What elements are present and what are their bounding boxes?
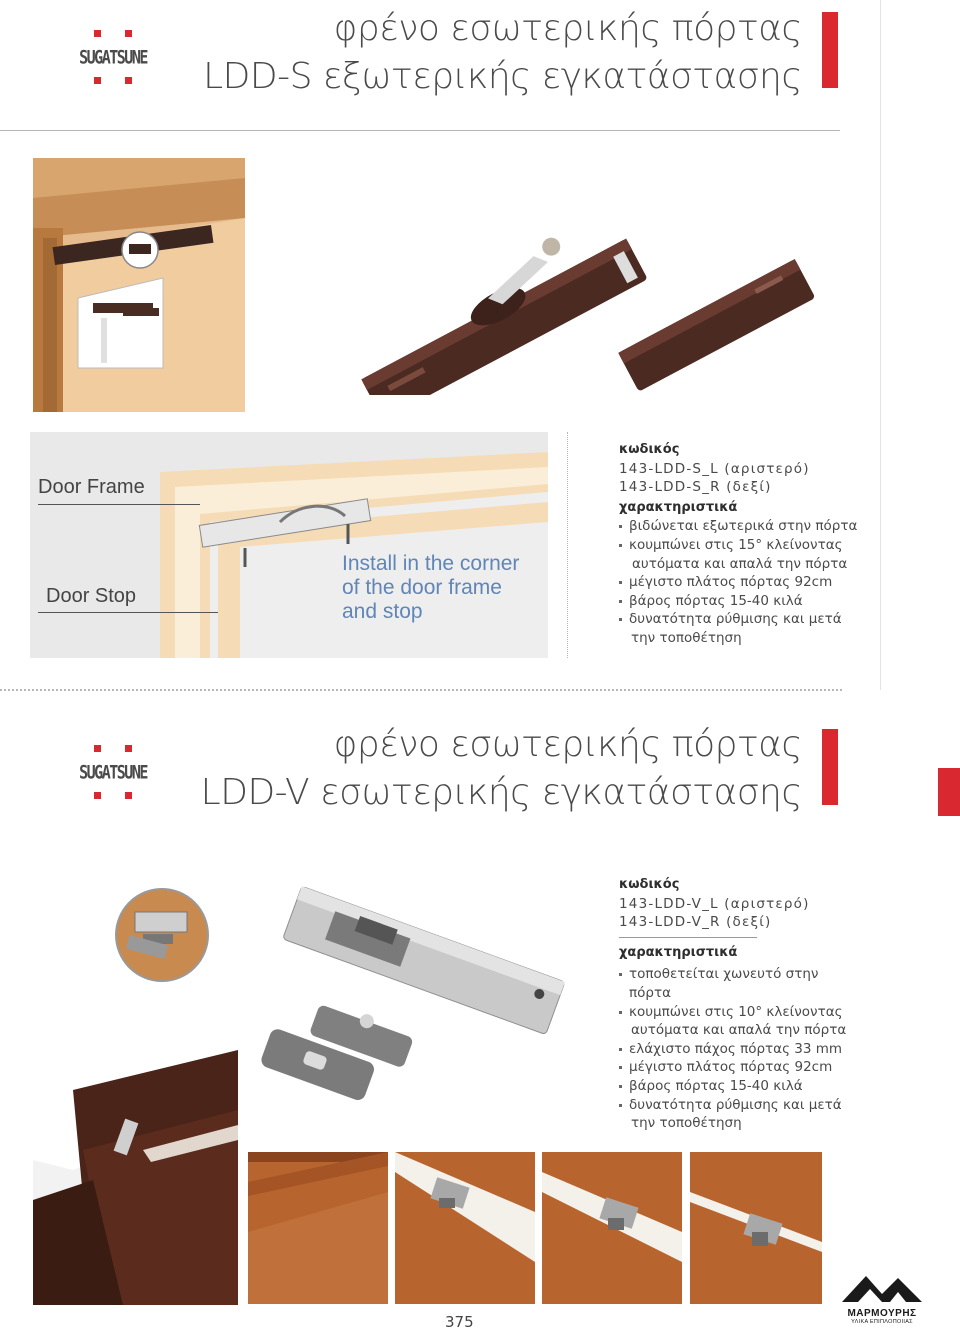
ldd-v-door-photo-main bbox=[33, 1050, 238, 1305]
list-item: αυτόματα και απαλά την πόρτα bbox=[631, 1022, 847, 1039]
list-item: βάρος πόρτας 15-40 κιλά bbox=[619, 1077, 859, 1096]
logo-square bbox=[94, 792, 101, 799]
section2-features bbox=[619, 965, 859, 1132]
logo-icon bbox=[94, 30, 101, 37]
label-door-frame: Door Frame bbox=[38, 476, 145, 498]
list-item: την τοποθέτηση bbox=[631, 1115, 742, 1132]
brand-logo bbox=[73, 28, 153, 88]
list-item: βάρος πόρτας 15-40 κιλά bbox=[619, 592, 859, 611]
install-line1: Install in the corner bbox=[342, 552, 520, 575]
ldd-s-product-photo bbox=[320, 170, 820, 395]
company-name: ΜΑΡΜΟΥΡΗΣ bbox=[847, 1308, 917, 1319]
company-logo-mark bbox=[840, 1272, 924, 1304]
logo-square bbox=[125, 745, 132, 752]
list-item: δυνατότητα ρύθμισης και μετά bbox=[619, 1096, 859, 1115]
section1-code-label: κωδικός bbox=[619, 442, 680, 457]
ldd-v-sequence-photo-1 bbox=[248, 1152, 388, 1304]
section1-red-bar bbox=[822, 12, 838, 88]
section1-divider bbox=[0, 130, 840, 131]
install-line2: of the door frame bbox=[342, 576, 502, 599]
ldd-v-detail-circle bbox=[115, 888, 209, 982]
section1-title-line1: φρένο εσωτερικής πόρτας bbox=[333, 8, 802, 49]
ldd-s-door-photo bbox=[33, 158, 245, 412]
ldd-v-sequence-photo-3 bbox=[542, 1152, 682, 1304]
section1-title-line2: LDD-S εξωτερικής εγκατάστασης bbox=[203, 56, 802, 97]
section2-code-right: 143-LDD-V_R (δεξί) bbox=[619, 914, 772, 931]
section1-spec-divider bbox=[567, 432, 569, 658]
section2-code-label: κωδικός bbox=[619, 877, 680, 892]
list-item: αυτόματα και απαλά την πόρτα bbox=[632, 555, 848, 572]
ldd-v-product-photo bbox=[250, 880, 580, 1110]
logo-square bbox=[125, 792, 132, 799]
section2-title-line2: LDD-V εσωτερικής εγκατάστασης bbox=[200, 772, 802, 813]
ldd-s-install-diagram bbox=[30, 432, 548, 658]
chapter-side-tab bbox=[938, 768, 960, 816]
logo-icon bbox=[94, 745, 101, 752]
list-item: την τοποθέτηση bbox=[631, 629, 742, 646]
logo-square bbox=[125, 30, 132, 37]
list-item: κουμπώνει στις 10° κλείνοντας bbox=[619, 1003, 859, 1022]
section1-code-right: 143-LDD-S_R (δεξί) bbox=[619, 479, 772, 496]
label-door-stop-underline bbox=[38, 612, 218, 613]
section2-code-left: 143-LDD-V_L (αριστερό) bbox=[619, 895, 810, 912]
section1-features-label: χαρακτηριστικά bbox=[619, 499, 738, 515]
list-item: τοποθετείται χωνευτό στην πόρτα bbox=[619, 965, 859, 1002]
section-separator bbox=[0, 689, 842, 691]
label-door-stop: Door Stop bbox=[46, 585, 137, 607]
page-edge-rule bbox=[880, 0, 881, 690]
install-instruction bbox=[342, 552, 519, 624]
logo-square bbox=[94, 77, 101, 84]
list-item: κουμπώνει στις 15° κλείνοντας bbox=[619, 536, 859, 555]
section2-code-divider bbox=[619, 937, 757, 938]
section1-code-left: 143-LDD-S_L (αριστερό) bbox=[619, 460, 810, 477]
section2-features-label: χαρακτηριστικά bbox=[619, 944, 738, 960]
brand-logo bbox=[73, 743, 153, 803]
page-number: 375 bbox=[445, 1313, 474, 1331]
install-line3: and stop bbox=[342, 600, 423, 623]
list-item: δυνατότητα ρύθμισης και μετά bbox=[619, 610, 859, 629]
brand-name: SUGATSUNE bbox=[79, 45, 147, 69]
logo-square bbox=[125, 77, 132, 84]
company-tagline: ΥΛΙΚΑ ΕΠΙΠΛΟΠΟΙΙΑΣ bbox=[851, 1319, 913, 1325]
company-logo bbox=[840, 1272, 924, 1325]
section2-red-bar bbox=[822, 729, 838, 805]
label-door-frame-underline bbox=[38, 504, 200, 505]
list-item: βιδώνεται εξωτερικά στην πόρτα bbox=[619, 517, 859, 536]
section2-title-line1: φρένο εσωτερικής πόρτας bbox=[333, 724, 802, 765]
section1-features bbox=[619, 517, 859, 647]
list-item: μέγιστο πλάτος πόρτας 92cm bbox=[619, 1058, 859, 1077]
section2-specs bbox=[619, 876, 859, 1133]
ldd-v-sequence-photo-2 bbox=[395, 1152, 535, 1304]
list-item: μέγιστο πλάτος πόρτας 92cm bbox=[619, 573, 859, 592]
section1-specs bbox=[619, 441, 859, 648]
ldd-v-sequence-photo-4 bbox=[690, 1152, 822, 1304]
brand-name: SUGATSUNE bbox=[79, 760, 147, 784]
list-item: ελάχιστο πάχος πόρτας 33 mm bbox=[619, 1040, 859, 1059]
